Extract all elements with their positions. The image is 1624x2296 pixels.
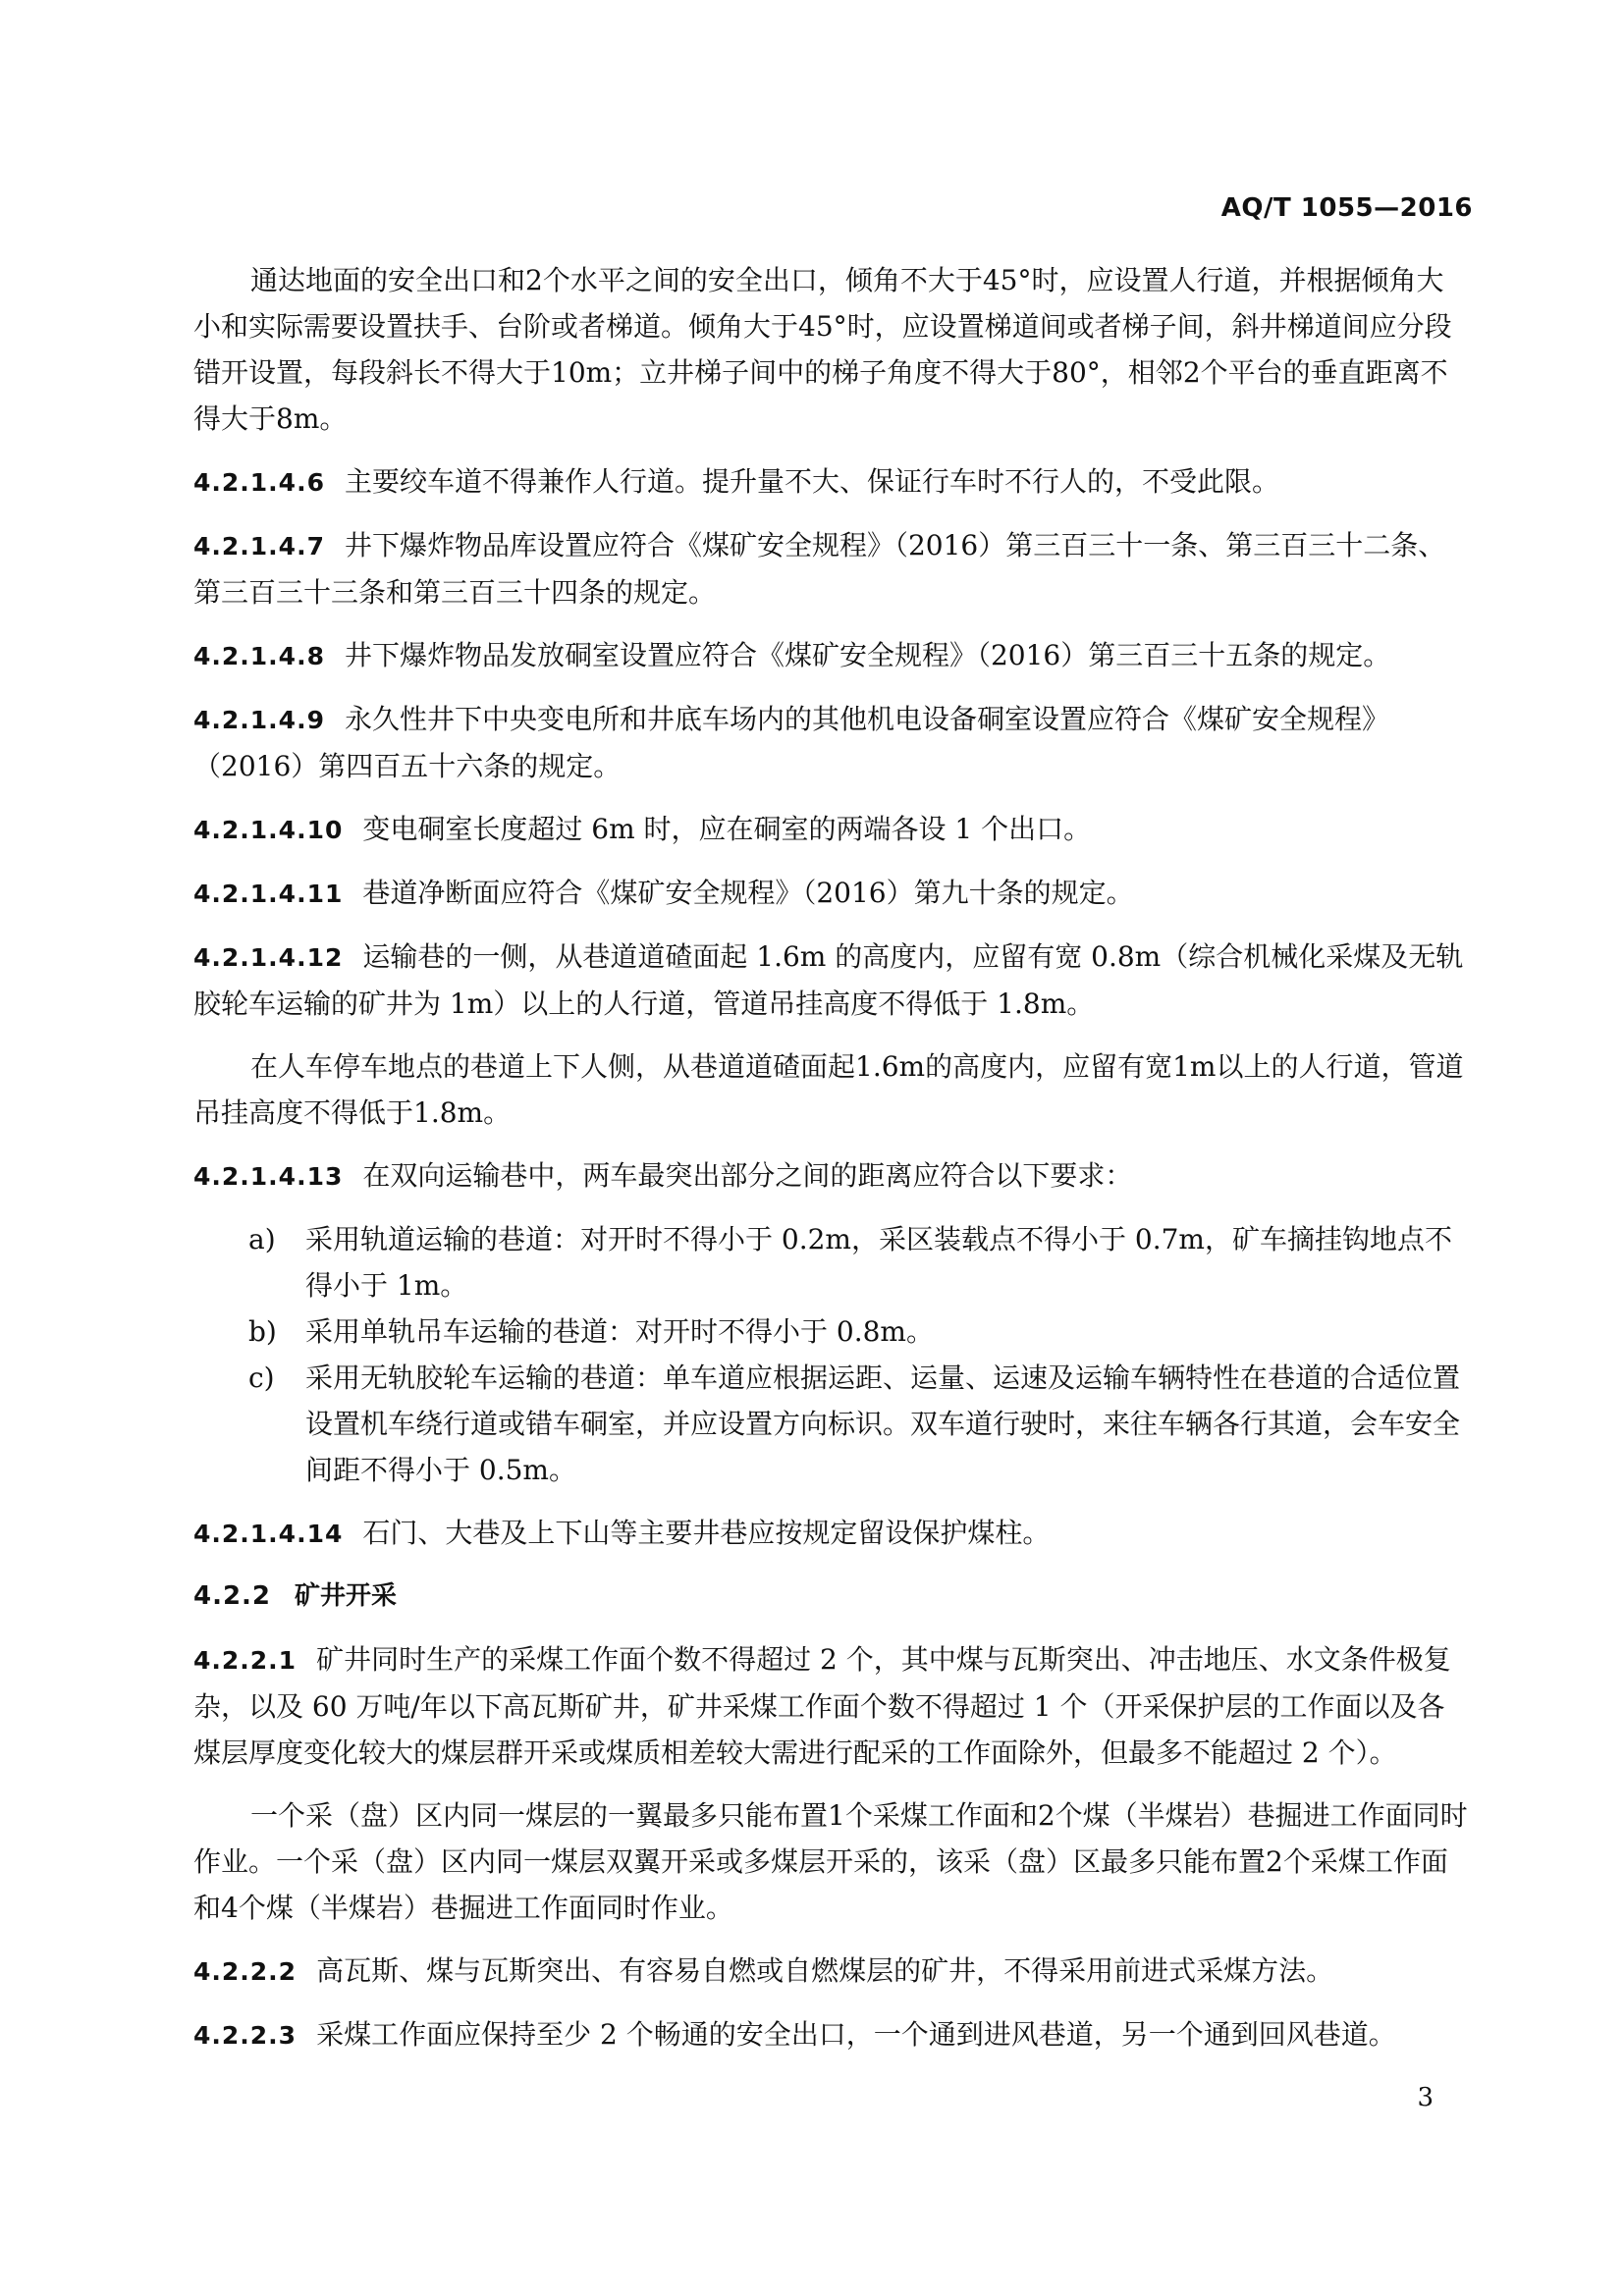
clause-text: 巷道净断面应符合《煤矿安全规程》（2016）第九十条的规定。 [362, 877, 1134, 909]
clause-text: 采煤工作面应保持至少 2 个畅通的安全出口，一个通到进风巷道，另一个通到回风巷道。 [316, 2018, 1396, 2051]
clause-text: 高瓦斯、煤与瓦斯突出、有容易自燃或自燃煤层的矿井，不得采用前进式采煤方法。 [316, 1954, 1334, 1987]
clause-number: 4.2.1.4.12 [193, 943, 344, 972]
clause-4-2-1-4-14 [193, 1510, 1470, 1557]
clause-4-2-1-4-10 [193, 806, 1470, 853]
section-heading-4-2-2 [193, 1574, 1470, 1620]
clause-text: 矿井同时生产的采煤工作面个数不得超过 2 个，其中煤与瓦斯突出、冲击地压、水文条件极复杂，以及 60 万吨/年以下高瓦斯矿井，矿井采煤工作面个数不得超过 1 个（开采保护层的工作面以及各煤层厚度变化较大的煤层群开采或煤质相差较大需进行配采的工作面除外，但最多不能超过 2 个）。 [193, 1643, 1451, 1769]
clause-text: 在双向运输巷中，两车最突出部分之间的距离应符合以下要求： [362, 1159, 1133, 1192]
clause-4-2-2-1 [193, 1636, 1470, 1776]
clause-number: 4.2.1.4.9 [193, 706, 325, 734]
clause-number: 4.2.2.3 [193, 2021, 298, 2050]
clause-number: 4.2.1.4.6 [193, 468, 325, 497]
requirements-list [193, 1216, 1470, 1493]
section-title: 矿井开采 [295, 1581, 398, 1611]
clause-number: 4.2.2.1 [193, 1646, 298, 1675]
clause-4-2-1-4-6 [193, 458, 1470, 506]
clause-4-2-1-4-9 [193, 696, 1470, 789]
standard-code: AQ/T 1055—2016 [1220, 193, 1473, 223]
clause-4-2-1-4-7 [193, 522, 1470, 615]
list-label: a) [248, 1223, 276, 1255]
clause-4-2-1-4-11 [193, 870, 1470, 917]
list-item [193, 1355, 1470, 1493]
list-label: b) [248, 1315, 277, 1348]
clause-text: 变电硐室长度超过 6m 时，应在硐室的两端各设 1 个出口。 [362, 813, 1092, 845]
clause-number: 4.2.2.2 [193, 1957, 298, 1986]
list-label: c) [248, 1362, 275, 1394]
list-item [193, 1308, 1470, 1355]
paragraph-passenger-stop: 在人车停车地点的巷道上下人侧，从巷道道碴面起1.6m的高度内，应留有宽1m以上的人行道，管道吊挂高度不得低于1.8m。 [193, 1050, 1464, 1129]
paragraph-safety-exits: 通达地面的安全出口和2个水平之间的安全出口，倾角不大于45°时，应设置人行道，并根据倾角大小和实际需要设置扶手、台阶或者梯道。倾角大于45°时，应设置梯道间或者梯子间，斜井梯道间应分段错开设置，每段斜长不得大于10m；立井梯子间中的梯子角度不得大于80°，相邻2个平台的垂直距离不得大于8m。 [193, 264, 1452, 435]
clause-4-2-2-2 [193, 1948, 1470, 1995]
clause-number: 4.2.1.4.11 [193, 880, 344, 908]
clause-number: 4.2.1.4.10 [193, 816, 344, 844]
clause-text: 永久性井下中央变电所和井底车场内的其他机电设备硐室设置应符合《煤矿安全规程》（2016）第四百五十六条的规定。 [193, 703, 1389, 782]
clause-4-2-1-4-12 [193, 934, 1470, 1027]
clause-text: 主要绞车道不得兼作人行道。提升量不大、保证行车时不行人的，不受此限。 [344, 465, 1279, 498]
document-body [193, 257, 1470, 2075]
clause-text: 井下爆炸物品库设置应符合《煤矿安全规程》（2016）第三百三十一条、第三百三十二条、第三百三十三条和第三百三十四条的规定。 [193, 529, 1446, 609]
page-number: 3 [1417, 2083, 1434, 2112]
section-number: 4.2.2 [193, 1581, 272, 1611]
clause-number: 4.2.1.4.7 [193, 532, 325, 561]
clause-4-2-1-4-13 [193, 1152, 1470, 1200]
clause-text: 井下爆炸物品发放硐室设置应符合《煤矿安全规程》（2016）第三百三十五条的规定。 [344, 639, 1391, 671]
clause-4-2-2-3 [193, 2011, 1470, 2058]
list-text: 采用单轨吊车运输的巷道：对开时不得小于 0.8m。 [305, 1315, 934, 1348]
clause-text: 石门、大巷及上下山等主要井巷应按规定留设保护煤柱。 [362, 1517, 1051, 1549]
list-item [193, 1216, 1470, 1308]
list-text: 采用无轨胶轮车运输的巷道：单车道应根据运距、运量、运速及运输车辆特性在巷道的合适位置设置机车绕行道或错车硐室，并应设置方向标识。双车道行驶时，来往车辆各行其道，会车安全间距不得小于 0.5m。 [305, 1362, 1461, 1486]
list-text: 采用轨道运输的巷道：对开时不得小于 0.2m，采区装载点不得小于 0.7m，矿车摘挂钩地点不得小于 1m。 [305, 1223, 1452, 1302]
clause-number: 4.2.1.4.13 [193, 1162, 344, 1191]
clause-text: 运输巷的一侧，从巷道道碴面起 1.6m 的高度内，应留有宽 0.8m（综合机械化采煤及无轨胶轮车运输的矿井为 1m）以上的人行道，管道吊挂高度不得低于 1.8m。 [193, 940, 1464, 1020]
paragraph-working-face-limit: 一个采（盘）区内同一煤层的一翼最多只能布置1个采煤工作面和2个煤（半煤岩）巷掘进工作面同时作业。一个采（盘）区内同一煤层双翼开采或多煤层开采的，该采（盘）区最多只能布置2个采煤工作面和4个煤（半煤岩）巷掘进工作面同时作业。 [193, 1799, 1468, 1924]
clause-number: 4.2.1.4.14 [193, 1520, 344, 1548]
clause-4-2-1-4-8 [193, 632, 1470, 679]
clause-number: 4.2.1.4.8 [193, 642, 325, 670]
